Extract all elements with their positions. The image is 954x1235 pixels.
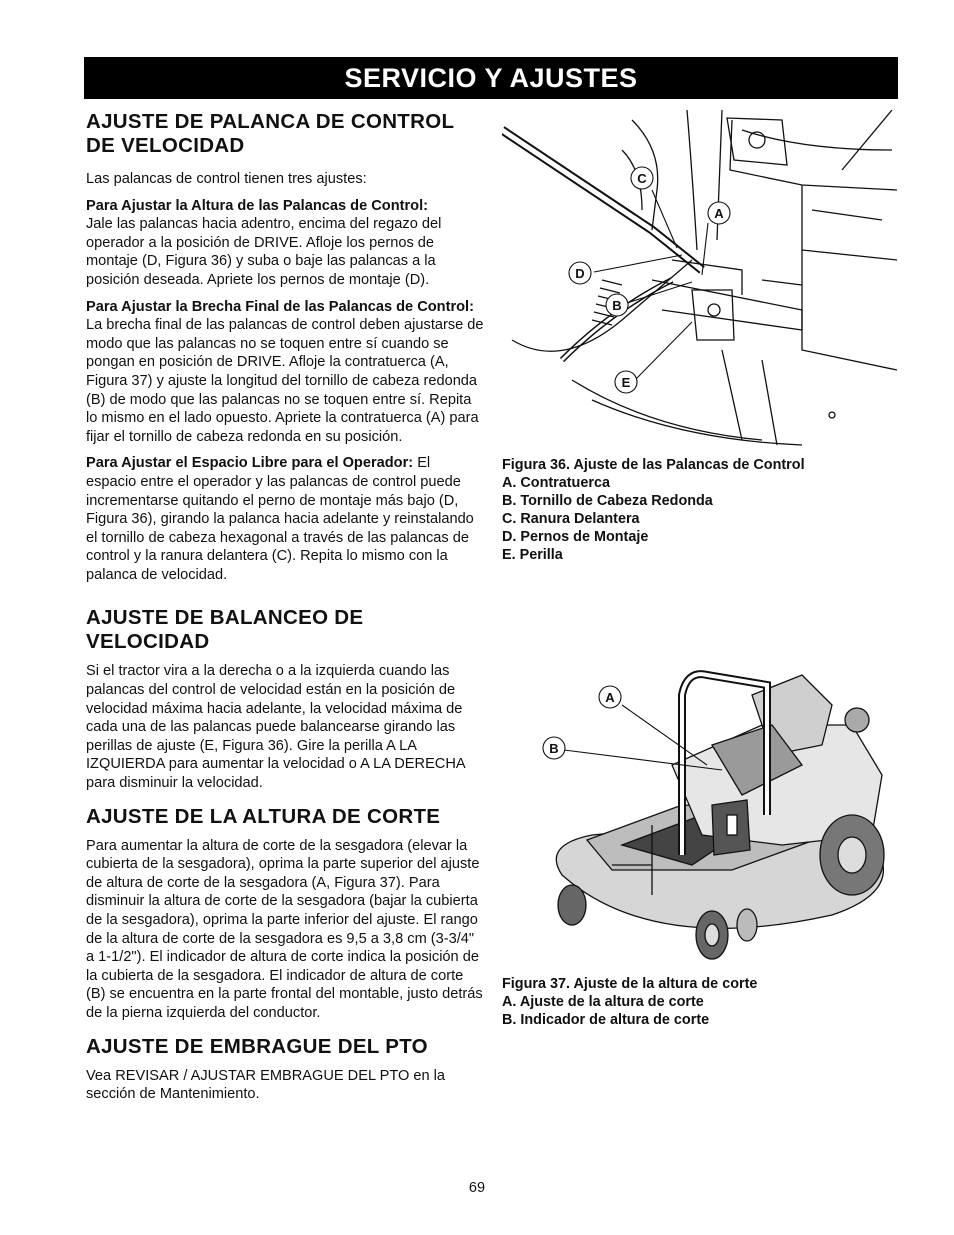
figure-36-item: C. Ranura Delantera xyxy=(502,511,640,527)
heading-control-lever xyxy=(86,110,484,158)
callout-e: E xyxy=(621,375,631,390)
text-pto-clutch: Vea REVISAR / AJUSTAR EMBRAGUE DEL PTO en la sección de Mantenimiento. xyxy=(86,1067,446,1103)
banner-title: SERVICIO Y AJUSTES xyxy=(344,62,638,93)
text-cut-height: Para aumentar la altura de corte de la sesgadora (elevar la cubierta de la sesgadora), oprima la parte superior del ajuste de altura de corte de la sesgadora (A, Figura 37). Para disminuir la altura de corte de la sesgadora (bajar la cubierta de la sesgadora), oprima la parte inferior del ajuste. El rango de la altura de corte de la sesgadora es 9,5 a 3,8 cm (3-3/4" a 1-1/2"). El indicador de altura de corte indica la posición de la cubierta de la sesgadora. El indicador de altura de corte (B) se encuentra en la parte frontal del montable, justo detrás de la pierna izquierda del conductor. xyxy=(86,837,483,1021)
lead-operator-space: Para Ajustar el Espacio Libre para el Operador: xyxy=(86,455,414,472)
figure-37-caption: Figura 37. Ajuste de la altura de corte xyxy=(502,976,758,992)
figure-36-illustration xyxy=(502,110,902,448)
text-speed-balance: Si el tractor vira a la derecha o a la izquierda cuando las palancas del control de velocidad están en la posición de velocidad máxima hacia adelante, la velocidad máxima de cada una de las palancas puede balancearse girando las perillas de ajuste (E, Figura 36). Gire la perilla A LA IZQUIERDA para aumentar la velocidad o A LA DERECHA para disminuir la velocidad. xyxy=(86,663,465,792)
callout-d: D xyxy=(575,266,585,281)
heading-line-1: AJUSTE DE PALANCA DE CONTROL xyxy=(86,110,455,133)
heading-line-2: DE VELOCIDAD xyxy=(86,134,245,157)
figure-37-item: A. Ajuste de la altura de corte xyxy=(502,994,704,1010)
text-operator-space: El espacio entre el operador y las palancas de control puede incrementarse quitando el perno de montaje más bajo (D, Figura 36), girando la palanca hacia adelante y reinstalando el tornillo de cabeza hexagonal a través de las palancas de control y la ranura delantera (C). Repita lo mismo con la palanca de velocidad. xyxy=(86,455,474,583)
figure-37-caption-block xyxy=(502,975,757,1029)
figure-37-item: B. Indicador de altura de corte xyxy=(502,1012,710,1028)
lead-lever-height: Para Ajustar la Altura de las Palancas de Control: xyxy=(86,197,428,214)
left-column xyxy=(86,110,484,1104)
callout-b: B xyxy=(549,741,559,756)
heading-cut-height: AJUSTE DE LA ALTURA DE CORTE xyxy=(86,804,441,828)
callout-a: A xyxy=(605,690,615,705)
heading-speed-balance: AJUSTE DE BALANCEO DE VELOCIDAD xyxy=(86,606,364,654)
text-lever-height: Jale las palancas hacia adentro, encima del regazo del operador a la posición de DRIVE. Afloje los pernos de montaje (D, Figura 36) y suba o baje las palancas a la posición deseada. Apriete los pernos de montaje (D). xyxy=(86,216,442,288)
figure-36-item: B. Tornillo de Cabeza Redonda xyxy=(502,493,713,509)
text-lever-gap: La brecha final de las palancas de control deben ajustarse de modo que las palancas no se toquen entre sí cuando se pongan en posición de DRIVE. Afloje la contratuerca (A, Figura 37) y ajuste la longitud del tornillo de cabeza redonda (B) de modo que las palancas no se toquen entre sí. Repita lo mismo en el lado opuesto. Apriete la contratuerca (A) para fijar el tornillo de cabeza redonda en su posición. xyxy=(86,317,484,445)
figure-36-caption-block xyxy=(502,456,805,564)
figure-36-item: D. Pernos de Montaje xyxy=(502,529,649,545)
paragraph-lever-height xyxy=(86,197,484,290)
figure-36-item: A. Contratuerca xyxy=(502,475,610,491)
right-column xyxy=(502,110,902,1028)
intro-text: Las palancas de control tienen tres ajustes: xyxy=(86,171,367,187)
figure-36-caption: Figura 36. Ajuste de las Palancas de Control xyxy=(502,457,805,473)
heading-pto-clutch: AJUSTE DE EMBRAGUE DEL PTO xyxy=(86,1034,428,1058)
section-banner xyxy=(84,57,898,99)
paragraph-lever-gap xyxy=(86,298,484,447)
figure-37-illustration xyxy=(502,665,902,965)
page-number: 69 xyxy=(468,1180,486,1196)
paragraph-operator-space xyxy=(86,454,484,584)
figure-36-item: E. Perilla xyxy=(502,547,563,563)
callout-c: C xyxy=(637,171,647,186)
callout-a: A xyxy=(714,206,724,221)
lead-lever-gap: Para Ajustar la Brecha Final de las Palancas de Control: xyxy=(86,298,474,315)
callout-b: B xyxy=(612,298,622,313)
